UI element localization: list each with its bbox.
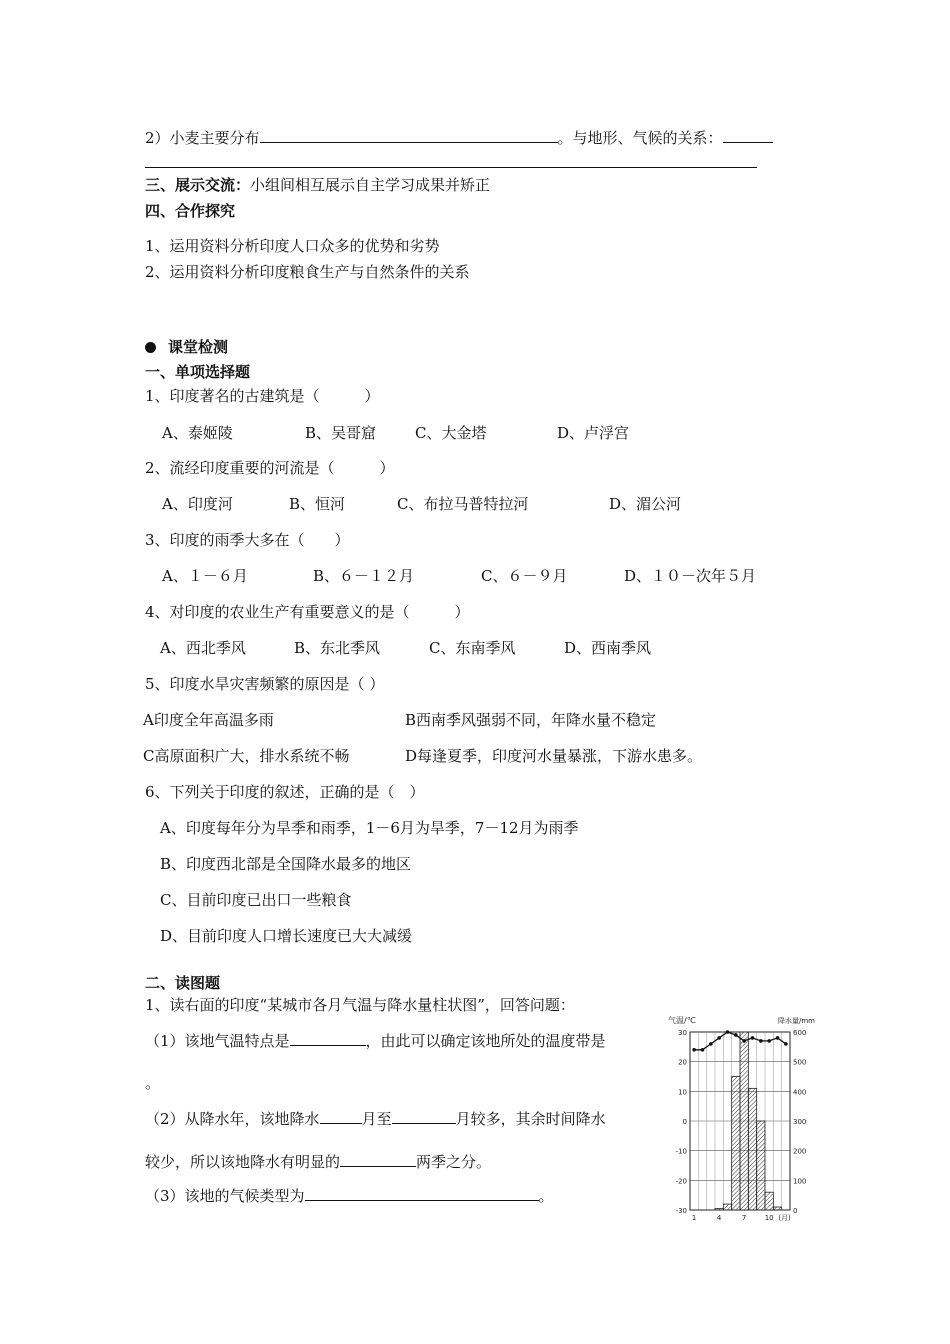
right-tick-label: 300	[793, 1118, 807, 1126]
section4-item-2: 2、运用资料分析印度粮食生产与自然条件的关系	[145, 263, 470, 281]
x-axis-label: (月)	[778, 1214, 791, 1222]
right-tick-label: 0	[793, 1207, 798, 1215]
sub2-text-c: 月较多，其余时间降水	[455, 1110, 606, 1128]
temperature-point	[767, 1039, 771, 1043]
x-tick-label: 10	[764, 1214, 774, 1222]
answer-underline	[145, 167, 757, 168]
left-tick-label: -20	[675, 1177, 687, 1186]
question-4: 4、对印度的农业生产有重要意义的是（ ）	[145, 603, 470, 621]
q5-option-a[interactable]: A印度全年高温多雨	[143, 711, 274, 729]
temperature-point	[734, 1033, 738, 1037]
wheat-distribution-blank[interactable]	[260, 126, 558, 143]
q2-mid: 。与地形、气候的关系：	[557, 129, 723, 147]
precip-bar	[715, 1209, 723, 1210]
precip-bar	[723, 1204, 731, 1210]
sub1-text-b: ，由此可以确定该地所处的温度带是	[365, 1032, 606, 1050]
q4-option-a[interactable]: A、西北季风	[160, 639, 246, 657]
q4-option-d[interactable]: D、西南季风	[564, 639, 652, 657]
section4-item-1: 1、运用资料分析印度人口众多的优势和劣势	[145, 237, 440, 255]
x-tick-label: 7	[741, 1214, 747, 1222]
sub3-text-a: （3）该地的气候类型为	[145, 1187, 305, 1205]
temperature-point	[709, 1042, 713, 1046]
test-heading-line	[145, 337, 228, 357]
q6-option-d[interactable]: D、目前印度人口增长速度已大大减缓	[160, 927, 413, 945]
q3-option-c[interactable]: C、６－９月	[481, 567, 568, 585]
q2-wheat-line	[145, 126, 773, 148]
wheat-relation-blank[interactable]	[723, 126, 773, 143]
read-question: 1、读右面的印度“某城市各月气温与降水量柱状图”，回答问题：	[145, 996, 575, 1014]
q2-option-a[interactable]: A、印度河	[162, 495, 233, 513]
right-tick-label: 500	[793, 1058, 807, 1067]
left-tick-label: 0	[682, 1118, 687, 1126]
temperature-point	[784, 1042, 788, 1046]
question-6: 6、下列关于印度的叙述，正确的是（ ）	[145, 783, 425, 801]
start-month-blank[interactable]	[320, 1107, 362, 1124]
q1-option-c[interactable]: C、大金塔	[415, 424, 487, 442]
end-month-blank[interactable]	[392, 1107, 456, 1124]
precip-bar	[732, 1077, 740, 1211]
q4-option-b[interactable]: B、东北季风	[294, 639, 381, 657]
q1-option-a[interactable]: A、泰姬陵	[162, 424, 233, 442]
precip-bar	[757, 1121, 765, 1210]
temperature-point	[692, 1048, 696, 1052]
q3-option-a[interactable]: A、１－６月	[162, 567, 248, 585]
q6-option-c[interactable]: C、目前印度已出口一些粮食	[160, 891, 352, 909]
temperature-point	[717, 1036, 721, 1040]
q1-option-b[interactable]: B、吴哥窟	[305, 424, 377, 442]
question-2: 2、流经印度重要的河流是（ ）	[145, 459, 395, 477]
sub-question-2-cont	[145, 1150, 491, 1172]
left-tick-label: -10	[675, 1147, 687, 1156]
q5-option-b[interactable]: B西南季风强弱不同，年降水量不稳定	[405, 711, 657, 729]
temperature-point	[751, 1036, 755, 1040]
climate-type-blank[interactable]	[305, 1184, 539, 1201]
right-axis-label: 降水量/mm	[778, 1017, 815, 1025]
right-tick-label: 600	[793, 1029, 807, 1037]
q4-option-c[interactable]: C、东南季风	[429, 639, 516, 657]
q1-option-d[interactable]: D、卢浮宫	[557, 424, 630, 442]
question-5: 5、印度水旱灾害频繁的原因是（ ）	[145, 675, 385, 693]
question-3: 3、印度的雨季大多在（ ）	[145, 531, 350, 549]
temperature-point	[701, 1048, 705, 1052]
sub2-text-b: 月至	[361, 1110, 392, 1128]
bullet-icon	[145, 342, 156, 353]
x-tick-label: 4	[716, 1214, 722, 1222]
x-tick-label: 1	[691, 1214, 697, 1222]
q5-option-d[interactable]: D每逢夏季，印度河水量暴涨，下游水患多。	[405, 747, 703, 765]
q6-option-b[interactable]: B、印度西北部是全国降水最多的地区	[160, 855, 412, 873]
right-tick-label: 400	[793, 1088, 807, 1097]
precip-bar	[765, 1192, 773, 1210]
sub-question-3	[145, 1184, 554, 1206]
sub3-text-b: 。	[538, 1187, 554, 1205]
sub1-end: 。	[145, 1074, 161, 1092]
q3-option-b[interactable]: B、６－１２月	[313, 567, 415, 585]
left-tick-label: -30	[675, 1207, 687, 1215]
temperature-point	[726, 1030, 730, 1034]
climate-chart	[666, 1012, 820, 1228]
temperature-point	[776, 1036, 780, 1040]
q2-option-b[interactable]: B、恒河	[289, 495, 346, 513]
part2-heading: 二、读图题	[145, 974, 221, 992]
q2-option-d[interactable]: D、湄公河	[609, 495, 682, 513]
sub1-text-a: （1）该地气温特点是	[145, 1032, 290, 1050]
left-tick-label: 30	[678, 1029, 687, 1037]
sub2-text-e: 两季之分。	[416, 1153, 492, 1171]
left-axis-label: 气温/℃	[668, 1016, 696, 1025]
season-blank[interactable]	[340, 1150, 416, 1167]
precip-bar	[773, 1207, 781, 1210]
sub-question-1	[145, 1029, 606, 1051]
test-heading: 课堂检测	[168, 338, 229, 356]
q2-prefix: 2）小麦主要分布	[145, 129, 260, 147]
q5-option-c[interactable]: C高原面积广大，排水系统不畅	[143, 747, 350, 765]
q3-option-d[interactable]: D、１０－次年５月	[624, 567, 757, 585]
temp-feature-blank[interactable]	[290, 1029, 366, 1046]
q2-option-c[interactable]: C、布拉马普特拉河	[397, 495, 529, 513]
right-tick-label: 100	[793, 1177, 807, 1186]
section4-heading: 四、合作探究	[145, 202, 236, 220]
left-tick-label: 20	[678, 1058, 687, 1067]
sub2-text-a: （2）从降水年，该地降水	[145, 1110, 320, 1128]
precip-bar	[740, 1032, 748, 1210]
question-1: 1、印度著名的古建筑是（ ）	[145, 387, 380, 405]
sub-question-2	[145, 1107, 606, 1129]
temperature-point	[759, 1039, 763, 1043]
section3-text: 小组间相互展示自主学习成果并矫正	[250, 176, 491, 194]
sub2-text-d: 较少，所以该地降水有明显的	[145, 1153, 341, 1171]
section3-line	[145, 175, 490, 195]
temperature-point	[742, 1039, 746, 1043]
right-tick-label: 200	[793, 1147, 807, 1156]
q6-option-a[interactable]: A、印度每年分为旱季和雨季，1－6月为旱季，7－12月为雨季	[160, 819, 579, 837]
part1-heading: 一、单项选择题	[145, 363, 251, 381]
left-tick-label: 10	[678, 1088, 687, 1097]
section3-heading: 三、展示交流：	[145, 176, 251, 194]
precip-bar	[748, 1088, 756, 1210]
